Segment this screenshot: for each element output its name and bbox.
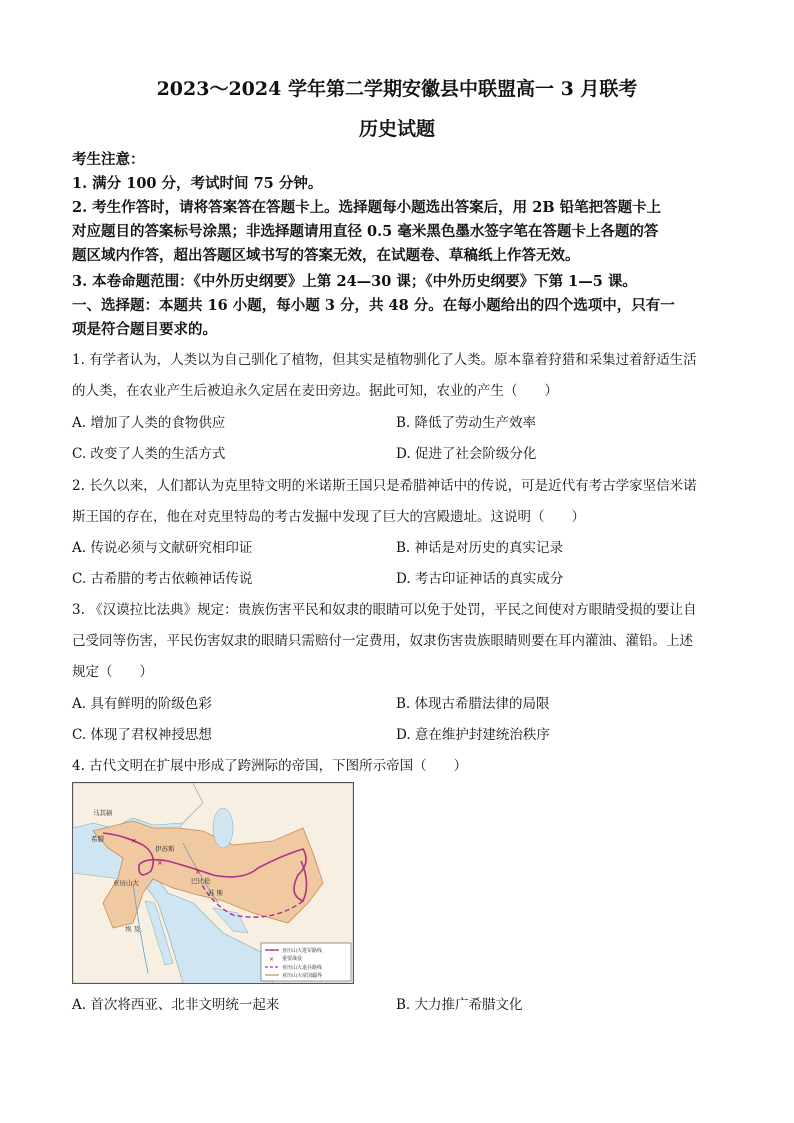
map-battle-marker: × [157, 859, 163, 867]
notice-line-2b: 对应题目的答案标号涂黑；非选择题请用直径 0.5 毫米黑色墨水签字笔在答题卡上各题的答 [72, 223, 659, 240]
q2-option-d: D. 考古印证神话的真实成分 [396, 571, 564, 587]
q2-option-b: B. 神话是对历史的真实记录 [396, 540, 564, 556]
q4-option-b: B. 大力推广希腊文化 [396, 997, 523, 1013]
q3-stem-3: 规定（ ） [72, 664, 153, 680]
map-legend-advance: 亚历山大进军路线 [282, 948, 323, 954]
q4-option-a: A. 首次将西亚、北非文明统一起来 [72, 997, 280, 1013]
map-battle-marker: × [195, 868, 201, 876]
map-label-babylon: 巴比伦 [191, 877, 211, 885]
map-label-egypt: 埃 及 [125, 925, 141, 933]
notice-line-1: 1. 满分 100 分，考试时间 75 分钟。 [72, 175, 323, 192]
q4-stem-1: 4. 古代文明在扩展中形成了跨洲际的帝国，下图所示帝国（ ） [72, 758, 468, 774]
exam-subject: 历史试题 [358, 118, 435, 140]
q2-stem-2: 斯王国的存在，他在对克里特岛的考古发掘中发现了巨大的宫殿遗址。这说明（ ） [72, 509, 585, 525]
q3-option-b: B. 体现古希腊法律的局限 [396, 696, 550, 712]
map-legend-battle: 重要战役 [282, 956, 303, 962]
q2-option-a: A. 传说必须与文献研究相印证 [72, 540, 253, 556]
map-legend-border: 亚历山大帝国疆界 [282, 973, 323, 979]
map-legend-return: 亚历山大退兵路线 [282, 965, 323, 971]
map-land-europe [73, 783, 203, 828]
section-heading-1: 一、选择题：本题共 16 小题，每小题 3 分，共 48 分。在每小题给出的四个选项中，只有一 [72, 297, 675, 314]
map-drawing [73, 783, 353, 983]
q1-option-c: C. 改变了人类的生活方式 [72, 446, 226, 462]
map-label-alexandria: 亚历山大 [113, 879, 139, 887]
alexander-empire-map [72, 782, 354, 984]
q1-stem-2: 的人类，在农业产生后被迫永久定居在麦田旁边。据此可知，农业的产生（ ） [72, 383, 558, 399]
map-battle-marker: × [131, 837, 137, 845]
q1-stem-1: 1. 有学者认为，人类以为自己驯化了植物，但其实是植物驯化了人类。原本靠着狩猎和采集过着舒适生活 [72, 352, 697, 368]
section-heading-2: 项是符合题目要求的。 [72, 321, 217, 338]
q3-stem-1: 3. 《汉谟拉比法典》规定：贵族伤害平民和奴隶的眼睛可以免于处罚，平民之间使对方眼睛受损的要让自 [72, 602, 697, 618]
q2-stem-1: 2. 长久以来，人们都认为克里特文明的米诺斯王国只是希腊神话中的传说，可是近代有考古学家坚信米诺 [72, 478, 697, 494]
map-label-issus: 伊苏斯 [155, 845, 175, 853]
notice-heading: 考生注意： [72, 151, 145, 168]
q1-option-b: B. 降低了劳动生产效率 [396, 415, 537, 431]
q3-option-c: C. 体现了君权神授思想 [72, 727, 212, 743]
q2-option-c: C. 古希腊的考古依赖神话传说 [72, 571, 253, 587]
exam-title: 2023～2024 学年第二学期安徽县中联盟高一 3 月联考 [156, 78, 638, 100]
notice-line-3: 3. 本卷命题范围：《中外历史纲要》上第 24—30 课；《中外历史纲要》下第 1—5 课。 [72, 273, 637, 290]
q3-option-a: A. 具有鲜明的阶级色彩 [72, 696, 212, 712]
notice-line-2c: 题区域内作答，超出答题区域书写的答案无效，在试题卷、草稿纸上作答无效。 [72, 247, 580, 264]
q3-stem-2: 己受同等伤害，平民伤害奴隶的眼睛只需赔付一定费用，奴隶伤害贵族眼睛则要在耳内灌油、灌铅。上述 [72, 633, 693, 649]
q1-option-a: A. 增加了人类的食物供应 [72, 415, 226, 431]
map-legend-battle-swatch: × [269, 956, 275, 963]
notice-line-2a: 2. 考生作答时，请将答案答在答题卡上。选择题每小题选出答案后，用 2B 铅笔把答题卡上 [72, 199, 662, 216]
q3-option-d: D. 意在维护封建统治秩序 [396, 727, 550, 743]
map-label-susa: 苏 斯 [208, 889, 224, 897]
map-label-macedonia: 马其顿 [93, 809, 113, 817]
map-label-greece: 希腊 [91, 835, 104, 843]
q1-option-d: D. 促进了社会阶级分化 [396, 446, 537, 462]
map-caspian-sea [213, 808, 233, 848]
